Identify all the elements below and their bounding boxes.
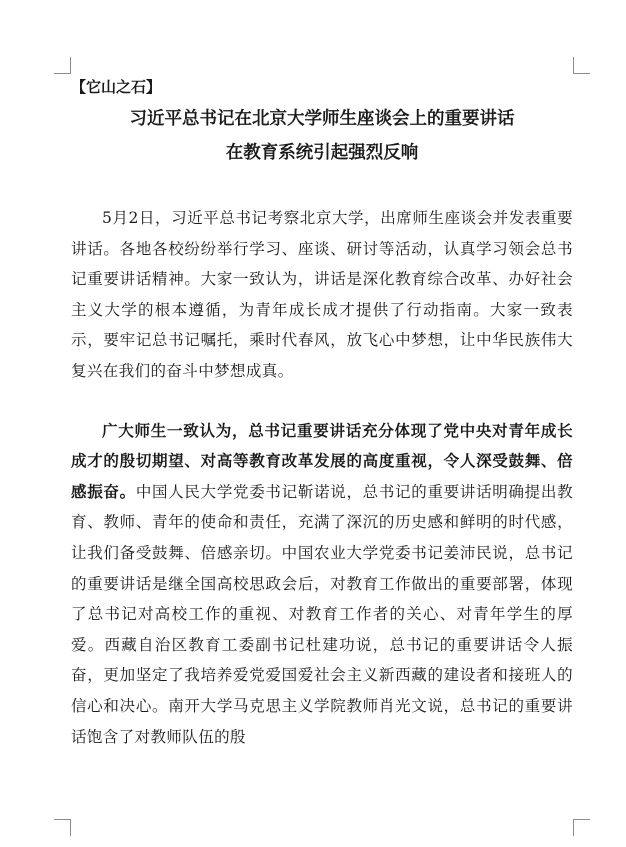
margin-mark-top-right (573, 57, 590, 74)
document-title-line1: 习近平总书记在北京大学师生座谈会上的重要讲话 (129, 109, 515, 129)
document-body (71, 74, 573, 752)
paragraph-intro: 5月2日，习近平总书记考察北京大学，出席师生座谈会并发表重要讲话。各地各校纷纷举行学习、座谈、研讨等活动，认真学习领会总书记重要讲话精神。大家一致认为，讲话是深化教育综合改革、办好社会主义大学的根本遵循，为青年成长成才提供了行动指南。大家一致表示，要牢记总书记嘱托，乘时代春风，放飞心中梦想，让中华民族伟大复兴在我们的奋斗中梦想成真。 (71, 209, 573, 380)
document-title-line2: 在教育系统引起强烈反响 (225, 143, 419, 163)
paragraph-body-text: 中国人民大学党委书记靳诺说，总书记的重要讲话明确提出教育、教师、青年的使命和责任，充满了深沉的历史感和鲜明的时代感，让我们备受鼓舞、倍感亲切。中国农业大学党委书记姜沛民说，总书记的重要讲话是继全国高校思政会后，对教育工作做出的重要部署，体现了总书记对高校工作的重视、对教育工作者的关心、对青年学生的厚爱。西藏自治区教育工委副书记杜建功说，总书记的重要讲话令人振奋，更加坚定了我培养爱党爱国爱社会主义新西藏的建设者和接班人的信心和决心。南开大学马克思主义学院教师肖光文说，总书记的重要讲话饱含了对教师队伍的殷 (71, 482, 573, 746)
paragraph-reactions (71, 416, 573, 753)
margin-mark-top-left (54, 57, 71, 74)
section-tag: 【它山之石】 (71, 78, 162, 96)
margin-mark-bottom-left (54, 819, 71, 836)
paragraph-lead-sentence: 广大师生一致认为，总书记重要讲话充分体现了党中央对青年成长成才的殷切期望、对高等教育改革发展的高度重视，令人深受鼓舞、倍感振奋。 (71, 420, 573, 501)
margin-mark-bottom-right (573, 819, 590, 836)
